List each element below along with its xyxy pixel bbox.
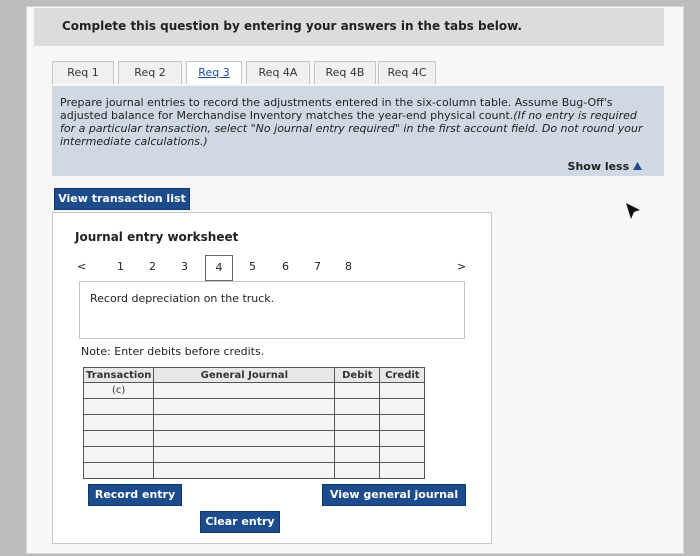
debit-field[interactable]	[335, 415, 380, 431]
instructions-main: Prepare journal entries to record the adjustments entered in the six-column table. Assume Bug-Off's adjusted balance for Merchandise Inventory matches the year-end physical count.	[60, 96, 613, 122]
entry-description-box	[79, 281, 465, 339]
pager-page-7[interactable]: 7	[314, 260, 321, 273]
credit-field[interactable]	[380, 383, 425, 399]
column-header-transaction: Transaction	[84, 368, 154, 383]
pager-prev-button[interactable]: <	[77, 260, 87, 273]
record-entry-button[interactable]: Record entry	[88, 484, 182, 506]
account-field[interactable]	[154, 463, 335, 479]
transaction-cell	[84, 399, 154, 415]
transaction-cell	[84, 447, 154, 463]
question-prompt: Complete this question by entering your answers in the tabs below.	[62, 19, 522, 33]
table-row	[84, 431, 425, 447]
tab-req-2[interactable]: Req 2	[118, 61, 182, 84]
account-field[interactable]	[154, 383, 335, 399]
credit-field[interactable]	[380, 399, 425, 415]
instructions-text	[60, 96, 652, 148]
tab-req-1[interactable]: Req 1	[52, 61, 114, 84]
tab-req-4b[interactable]: Req 4B	[314, 61, 376, 84]
account-field[interactable]	[154, 447, 335, 463]
tab-req-3[interactable]: Req 3	[186, 61, 242, 84]
pager-page-1[interactable]: 1	[117, 260, 124, 273]
show-less-label: Show less	[567, 160, 630, 173]
table-row	[84, 383, 425, 399]
table-row	[84, 447, 425, 463]
transaction-cell	[84, 431, 154, 447]
table-row	[84, 415, 425, 431]
account-field[interactable]	[154, 431, 335, 447]
credit-field[interactable]	[380, 415, 425, 431]
column-header-debit: Debit	[335, 368, 380, 383]
pager-page-3[interactable]: 3	[181, 260, 188, 273]
credit-field[interactable]	[380, 431, 425, 447]
journal-table	[83, 367, 425, 479]
debits-credits-note: Note: Enter debits before credits.	[81, 345, 265, 358]
transaction-cell	[84, 415, 154, 431]
worksheet-title: Journal entry worksheet	[75, 230, 239, 244]
table-row	[84, 399, 425, 415]
debit-field[interactable]	[335, 431, 380, 447]
show-less-link[interactable]	[568, 160, 642, 173]
clear-entry-button[interactable]: Clear entry	[200, 511, 280, 533]
table-row	[84, 463, 425, 479]
entry-description: Record depreciation on the truck.	[90, 292, 275, 305]
instructions-note: (If no entry is required for a particular transaction, select "No journal entry required" in the first account field. Do not round your intermediate calculations.)	[60, 109, 643, 148]
account-field[interactable]	[154, 399, 335, 415]
journal-table-header	[84, 368, 425, 383]
triangle-up-icon	[633, 162, 642, 170]
debit-field[interactable]	[335, 447, 380, 463]
question-header	[34, 8, 664, 46]
debit-field[interactable]	[335, 463, 380, 479]
pager-page-8[interactable]: 8	[345, 260, 352, 273]
debit-field[interactable]	[335, 383, 380, 399]
worksheet-pager	[77, 255, 477, 283]
instructions-panel	[52, 86, 664, 176]
transaction-cell: (c)	[84, 383, 154, 399]
debit-field[interactable]	[335, 399, 380, 415]
pager-page-5[interactable]: 5	[249, 260, 256, 273]
transaction-cell	[84, 463, 154, 479]
pager-next-button[interactable]: >	[457, 260, 467, 273]
mouse-cursor-icon	[624, 201, 642, 221]
tab-req-4a[interactable]: Req 4A	[246, 61, 310, 84]
credit-field[interactable]	[380, 447, 425, 463]
account-field[interactable]	[154, 415, 335, 431]
view-transaction-list-button[interactable]: View transaction list	[54, 188, 190, 210]
pager-page-4-current[interactable]: 4	[205, 255, 233, 281]
column-header-general-journal: General Journal	[154, 368, 335, 383]
pager-page-6[interactable]: 6	[282, 260, 289, 273]
pager-page-2[interactable]: 2	[149, 260, 156, 273]
tab-req-4c[interactable]: Req 4C	[378, 61, 436, 84]
credit-field[interactable]	[380, 463, 425, 479]
view-general-journal-button[interactable]: View general journal	[322, 484, 466, 506]
column-header-credit: Credit	[380, 368, 425, 383]
